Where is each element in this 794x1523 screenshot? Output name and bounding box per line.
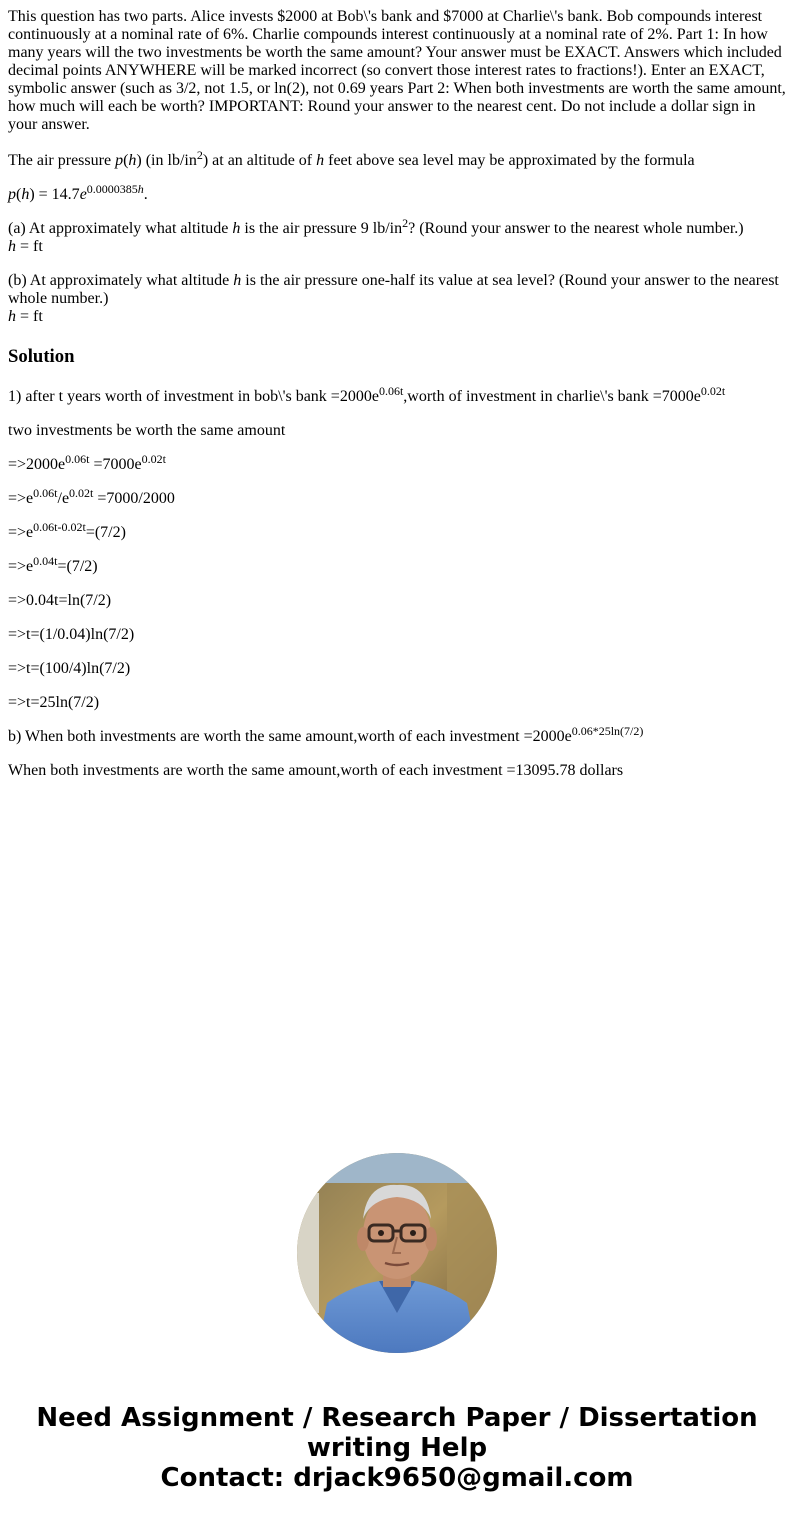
- question-b: (b) At approximately what altitude h is the air pressure one-half its value at sea level? (Round your answer to the nearest whole number.): [8, 272, 779, 307]
- solution-line: =>t=(100/4)ln(7/2): [8, 660, 131, 677]
- avatar: [297, 1153, 497, 1353]
- author-photo-icon: [297, 1153, 497, 1353]
- pressure-formula: $p(h) = 14.7e^{0.0000385h}$.: [8, 182, 148, 203]
- footer-line: writing Help: [306, 1433, 488, 1463]
- solution-line: =>0.04t=ln(7/2): [8, 592, 112, 609]
- solution-line: =>t=25ln(7/2): [8, 694, 100, 711]
- solution-line: b) When both investments are worth the same amount,worth of each investment $=2000e^{0.06*25ln(7/2)}$: [8, 724, 644, 745]
- question-a: (a) At approximately what altitude h is the air pressure 9 $lb/in^2$? (Round your answer to the nearest whole number.): [8, 216, 744, 237]
- solution-line: $=>e^{0.06t-0.02t}=(7/2)$: [8, 520, 126, 541]
- footer-line: Need Assignment / Research Paper / Dissertation: [36, 1403, 758, 1433]
- solution-heading: Solution: [8, 346, 75, 367]
- solution-line: $=>e^{0.06t}/e^{0.02t} =7000/2000$: [8, 486, 175, 507]
- footer-contact: Contact: drjack9650@gmail.com: [160, 1463, 634, 1493]
- solution-line: $=>2000e^{0.06t} =7000e^{0.02t}$: [8, 452, 166, 473]
- solution-line: When both investments are worth the same amount,worth of each investment =13095.78 dollars: [8, 762, 624, 779]
- solution-line: two investments be worth the same amount: [8, 422, 286, 439]
- footer-banner: [0, 1403, 794, 1493]
- answer-b: h = ft: [8, 308, 43, 325]
- question-intro: This question has two parts. Alice invests $2000 at Bob\'s bank and $7000 at Charlie\'s bank. Bob compounds interest continuously at a nominal rate of 6%. Charlie compounds interest continuously at a nominal rate of 2%. Part 1: In how many years will the two investments be worth the same amount? Your answer must be EXACT. Answers which included decimal points ANYWHERE will be marked incorrect (so convert those interest rates to fractions!). Enter an EXACT, symbolic answer (such as 3/2, not 1.5, or ln(2), not 0.69 years Part 2: When both investments are worth the same amount, how much will each be worth? IMPORTANT: Round your answer to the nearest cent. Do not include a dollar sign in your answer.: [8, 8, 786, 133]
- air-pressure-text: The air pressure p(h) (in $lb/in^2$) at an altitude of h feet above sea level may be approximated by the formula: [8, 148, 695, 169]
- solution-line: 1) after t years worth of investment in bob\'s bank $=2000e^{0.06t},worth$ of investment in charlie\'s bank $=7000e^{0.02t}$: [8, 384, 726, 405]
- solution-line: $=>e^{0.04t}=(7/2)$: [8, 554, 98, 575]
- solution-line: =>t=(1/0.04)ln(7/2): [8, 626, 135, 643]
- answer-a: h = ft: [8, 238, 43, 255]
